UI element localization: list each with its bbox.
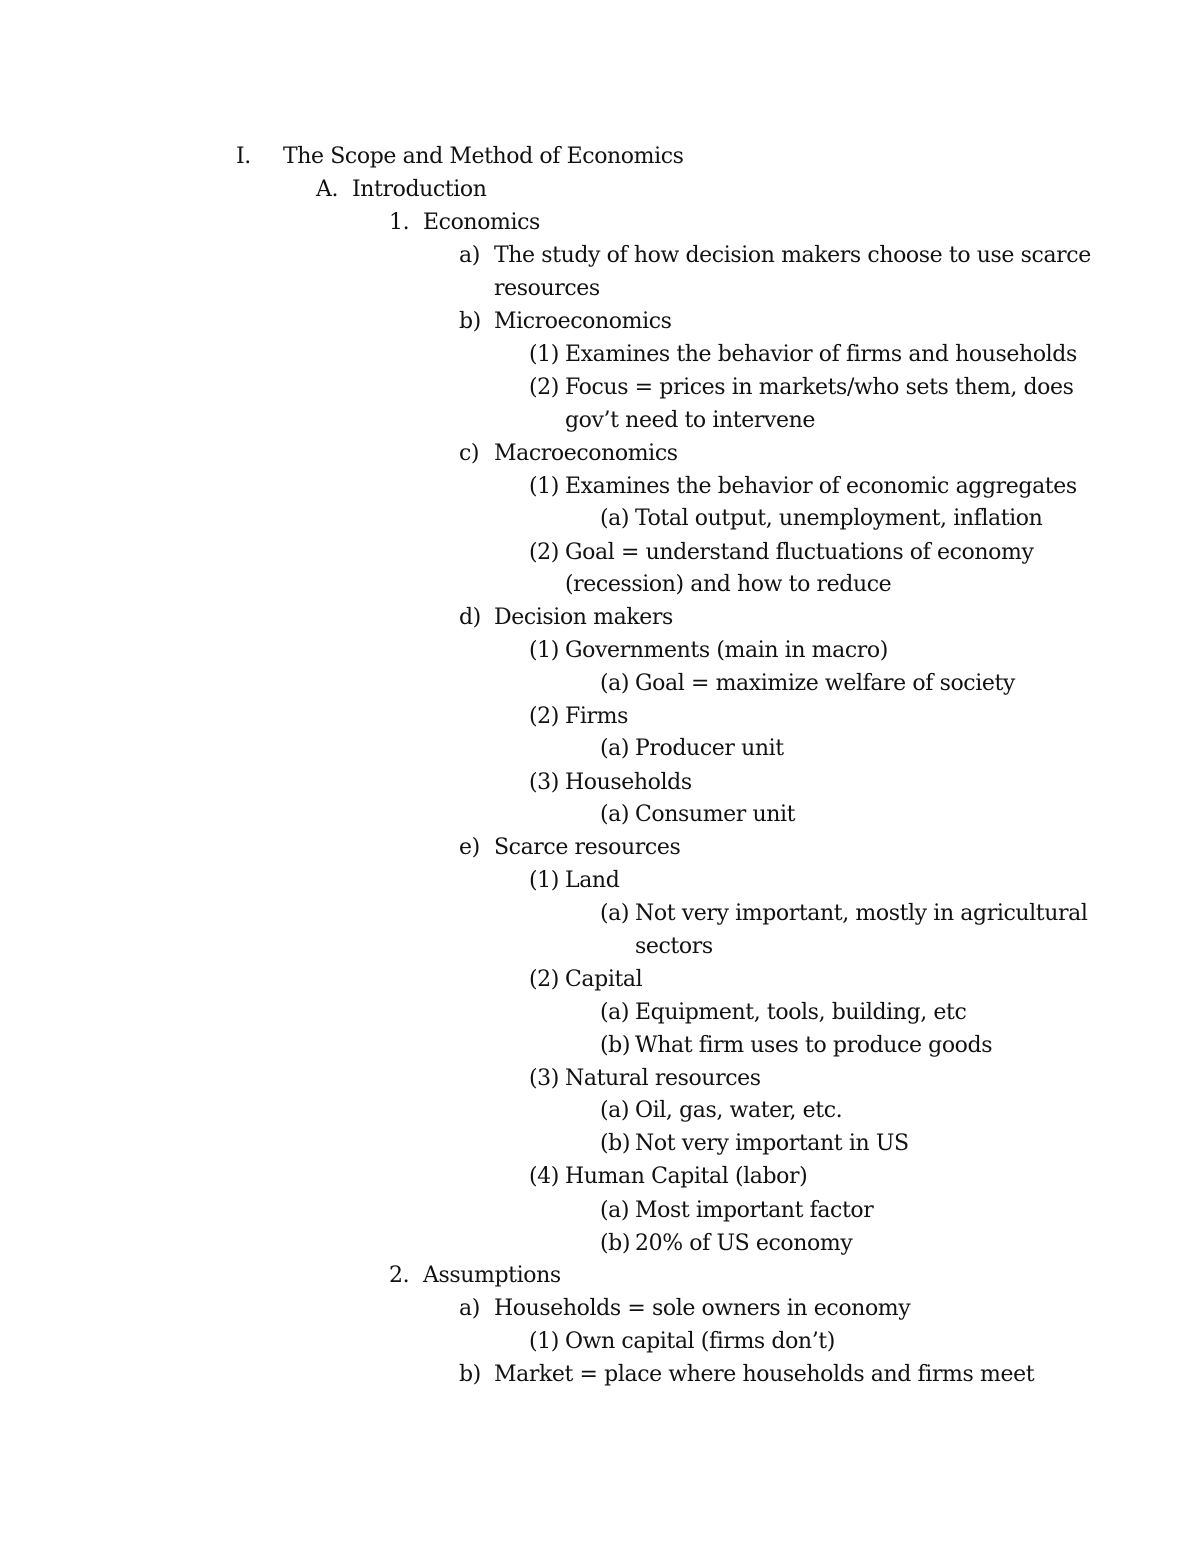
outline-marker: (a) [600, 802, 630, 827]
outline-marker: a) [459, 243, 480, 268]
outline-marker: a) [459, 1296, 480, 1321]
outline-marker: (2) [529, 704, 559, 729]
outline-item-text: Households [565, 770, 692, 795]
outline-item-text: Human Capital (labor) [565, 1164, 808, 1189]
outline-marker: b) [459, 309, 481, 334]
outline-item-text: Capital [565, 967, 643, 992]
outline-marker: A. [316, 177, 339, 202]
outline-item-text: The Scope and Method of Economics [283, 144, 684, 169]
outline-marker: (3) [529, 770, 559, 795]
outline-item-text: Microeconomics [494, 309, 672, 334]
outline-item-text: Not very important, mostly in agricultural [635, 901, 1088, 926]
outline-item-text: Consumer unit [635, 802, 796, 827]
outline-marker: I. [236, 144, 251, 169]
outline-marker: b) [459, 1362, 481, 1387]
outline-item-text: Macroeconomics [494, 441, 678, 466]
outline-marker: 1. [389, 210, 410, 235]
outline-marker: (3) [529, 1066, 559, 1091]
outline-item-text: Goal = maximize welfare of society [635, 671, 1015, 696]
outline-marker: (2) [529, 540, 559, 565]
outline-item-text: Decision makers [494, 605, 673, 630]
outline-item-text: Examines the behavior of firms and households [565, 342, 1077, 367]
outline-marker: c) [459, 441, 480, 466]
outline-marker: (a) [600, 671, 630, 696]
outline-item-text: Examines the behavior of economic aggregates [565, 474, 1077, 499]
outline-marker: (1) [529, 474, 559, 499]
outline-item-text: The study of how decision makers choose to use scarce [494, 243, 1091, 268]
outline-item-text: Oil, gas, water, etc. [635, 1098, 843, 1123]
outline-item-text: Introduction [352, 177, 487, 202]
outline-item-text: Goal = understand fluctuations of economy [565, 540, 1034, 565]
outline-marker: (a) [600, 1198, 630, 1223]
outline-item-text: Scarce resources [494, 835, 681, 860]
outline-item-text: Economics [423, 210, 540, 235]
outline-item-text: Equipment, tools, building, etc [635, 1000, 967, 1025]
outline-marker: d) [459, 605, 481, 630]
outline-marker: (a) [600, 736, 630, 761]
outline-item-text: What firm uses to produce goods [635, 1033, 993, 1058]
outline-marker: (b) [600, 1231, 631, 1256]
outline-marker: (b) [600, 1033, 631, 1058]
outline-item-text: Households = sole owners in economy [494, 1296, 911, 1321]
outline-item-text: Producer unit [635, 736, 784, 761]
outline-item-text: Assumptions [423, 1263, 561, 1288]
outline-marker: (1) [529, 868, 559, 893]
outline-item-text: 20% of US economy [635, 1231, 853, 1256]
outline-marker: (a) [600, 901, 630, 926]
outline-marker: (4) [529, 1164, 559, 1189]
outline-marker: 2. [389, 1263, 410, 1288]
outline-marker: (1) [529, 342, 559, 367]
outline-marker: (a) [600, 1098, 630, 1123]
outline-marker: (1) [529, 638, 559, 663]
outline-item-text: Not very important in US [635, 1131, 909, 1156]
outline-item-text: Governments (main in macro) [565, 638, 888, 663]
outline-item-text: Market = place where households and firms meet [494, 1362, 1035, 1387]
outline-marker: (2) [529, 375, 559, 400]
outline-item-text: sectors [635, 934, 713, 959]
outline-item-text: Most important factor [635, 1198, 874, 1223]
outline-item-text: (recession) and how to reduce [565, 572, 892, 597]
outline-item-text: Land [565, 868, 620, 893]
outline-marker: (a) [600, 506, 630, 531]
outline-item-text: Own capital (firms don’t) [565, 1329, 835, 1354]
outline-item-text: Total output, unemployment, inflation [635, 506, 1043, 531]
outline-marker: (2) [529, 967, 559, 992]
outline-item-text: resources [494, 276, 600, 301]
outline-item-text: Focus = prices in markets/who sets them, does [565, 375, 1074, 400]
outline-marker: (1) [529, 1329, 559, 1354]
outline-marker: e) [459, 835, 480, 860]
outline-item-text: Natural resources [565, 1066, 761, 1091]
outline-marker: (a) [600, 1000, 630, 1025]
outline-item-text: Firms [565, 704, 628, 729]
outline-marker: (b) [600, 1131, 631, 1156]
outline-item-text: gov’t need to intervene [565, 408, 815, 433]
